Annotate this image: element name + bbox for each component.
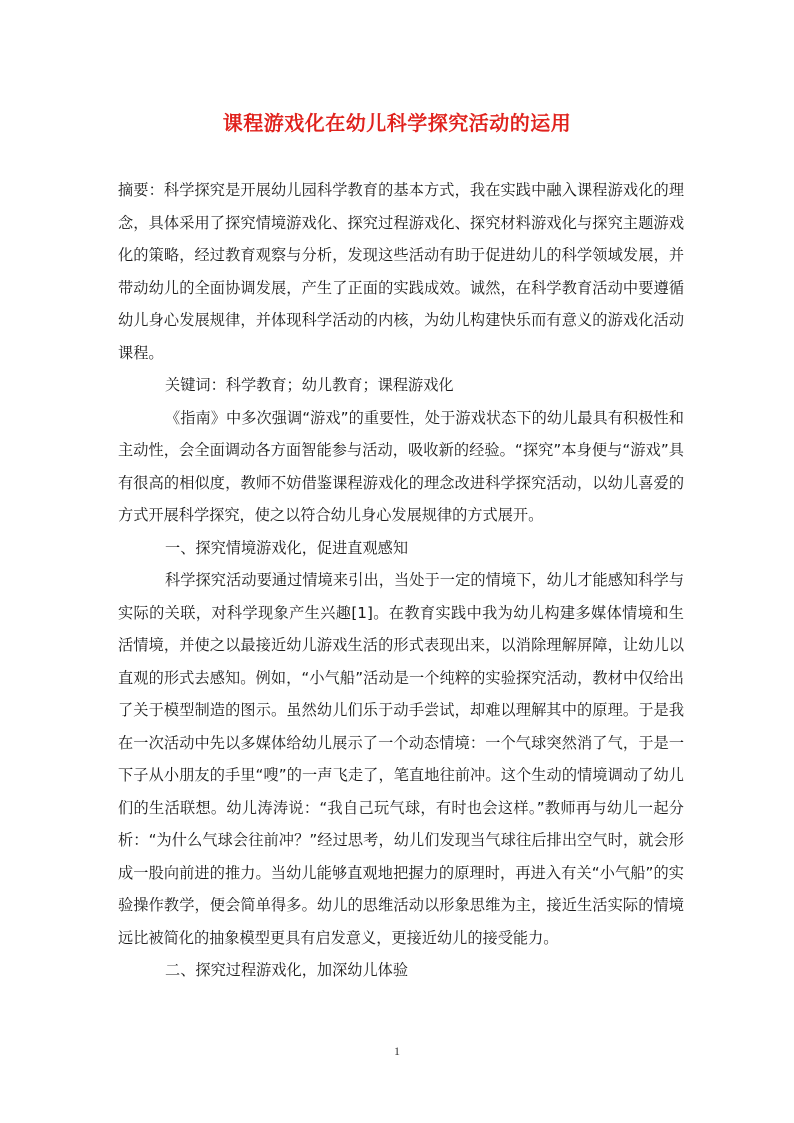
document-body xyxy=(118,174,684,987)
keywords-paragraph: 关键词：科学教育；幼儿教育；课程游戏化 xyxy=(165,376,454,394)
section-heading-2: 二、探究过程游戏化，加深幼儿体验 xyxy=(165,961,408,979)
abstract-paragraph: 摘要：科学探究是开展幼儿园科学教育的基本方式，我在实践中融入课程游戏化的理念，具体采用了探究情境游戏化、探究过程游戏化、探究材料游戏化与探究主题游戏化的策略，经过教育观察与分析，发现这些活动有助于促进幼儿的科学领域发展，并带动幼儿的全面协调发展，产生了正面的实践成效。诚然，在科学教育活动中要遵循幼儿身心发展规律，并体现科学活动的内核，为幼儿构建快乐而有意义的游戏化活动课程。 xyxy=(118,181,684,362)
page-number: 1 xyxy=(394,1044,400,1058)
section-heading-1: 一、探究情境游戏化，促进直观感知 xyxy=(165,538,408,557)
document-title: 课程游戏化在幼儿科学探究活动的运用 xyxy=(222,111,572,135)
intro-paragraph: 《指南》中多次强调“游戏”的重要性，处于游戏状态下的幼儿最具有积极性和主动性，会全面调动各方面智能参与活动，吸收新的经验。“探究”本身便与“游戏”具有很高的相似度，教师不妨借鉴课程游戏化的理念改进科学探究活动，以幼儿喜爱的方式开展科学探究，使之以符合幼儿身心发展规律的方式展开。 xyxy=(118,408,684,524)
section-1-paragraph: 科学探究活动要通过情境来引出，当处于一定的情境下，幼儿才能感知科学与实际的关联，对科学现象产生兴趣[1]。在教育实践中我为幼儿构建多媒体情境和生活情境，并使之以最接近幼儿游戏生活的形式表现出来，以消除理解屏障，让幼儿以直观的形式去感知。例如，“小气船”活动是一个纯粹的实验探究活动，教材中仅给出了关于模型制造的图示。虽然幼儿们乐于动手尝试，却难以理解其中的原理。于是我在一次活动中先以多媒体给幼儿展示了一个动态情境：一个气球突然消了气，于是一下子从小朋友的手里“嗖”的一声飞走了，笔直地往前冲。这个生动的情境调动了幼儿们的生活联想。幼儿涛涛说：“我自己玩气球，有时也会这样。”教师再与幼儿一起分析：“为什么气球会往前冲？”经过思考，幼儿们发现当气球往后排出空气时，就会形成一股向前进的推力。当幼儿能够直观地把握力的原理时，再进入有关“小气船”的实验操作教学，便会简单得多。幼儿的思维活动以形象思维为主，接近生活实际的情境远比被简化的抽象模型更具有启发意义，更接近幼儿的接受能力。 xyxy=(118,571,684,947)
